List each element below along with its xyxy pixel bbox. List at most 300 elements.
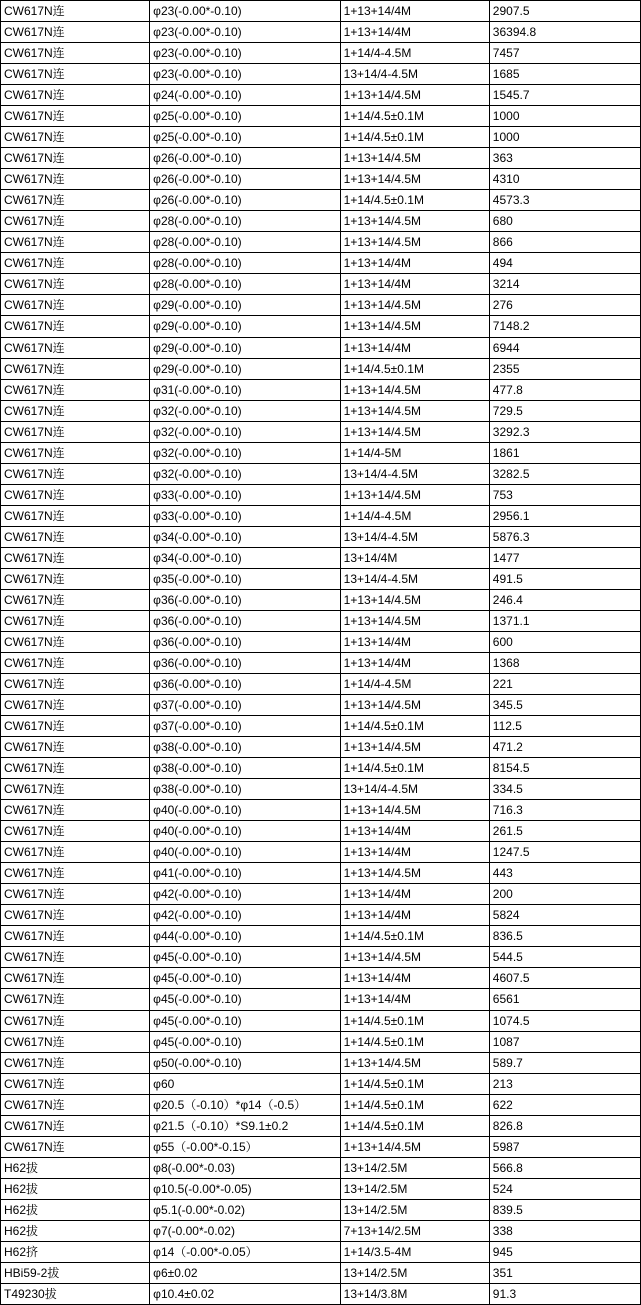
length-cell[interactable]: 1+14/4.5±0.1M — [340, 1115, 489, 1136]
specification-cell[interactable]: φ23(-0.00*-0.10) — [150, 43, 340, 64]
specification-cell[interactable]: φ33(-0.00*-0.10) — [150, 484, 340, 505]
material-cell[interactable]: CW617N连 — [1, 547, 150, 568]
material-cell[interactable]: CW617N连 — [1, 631, 150, 652]
weight-cell[interactable]: 3214 — [489, 274, 640, 295]
length-cell[interactable]: 1+13+14/4.5M — [340, 947, 489, 968]
table-row — [1, 421, 641, 442]
weight-cell[interactable]: 351 — [489, 1262, 640, 1283]
weight-cell[interactable]: 5824 — [489, 905, 640, 926]
length-cell[interactable]: 1+13+14/4.5M — [340, 800, 489, 821]
specification-cell[interactable]: φ38(-0.00*-0.10) — [150, 758, 340, 779]
length-cell[interactable]: 1+13+14/4.5M — [340, 695, 489, 716]
length-cell[interactable]: 1+13+14/4M — [340, 274, 489, 295]
length-cell[interactable]: 1+14/4.5±0.1M — [340, 758, 489, 779]
table-row — [1, 1052, 641, 1073]
weight-cell[interactable]: 836.5 — [489, 926, 640, 947]
material-cell[interactable]: CW617N连 — [1, 463, 150, 484]
weight-cell[interactable]: 1861 — [489, 442, 640, 463]
table-row — [1, 1241, 641, 1262]
specification-cell[interactable]: φ10.4±0.02 — [150, 1283, 340, 1304]
specification-cell[interactable]: φ50(-0.00*-0.10) — [150, 1052, 340, 1073]
table-row — [1, 821, 641, 842]
table-row — [1, 589, 641, 610]
weight-cell[interactable]: 2956.1 — [489, 505, 640, 526]
length-cell[interactable]: 1+13+14/4.5M — [340, 610, 489, 631]
length-cell[interactable]: 1+13+14/4M — [340, 253, 489, 274]
length-cell[interactable]: 13+14/4-4.5M — [340, 568, 489, 589]
length-cell[interactable]: 1+14/4-5M — [340, 442, 489, 463]
length-cell[interactable]: 1+13+14/4.5M — [340, 1136, 489, 1157]
weight-cell[interactable]: 622 — [489, 1094, 640, 1115]
table-row — [1, 442, 641, 463]
weight-cell[interactable]: 1000 — [489, 106, 640, 127]
material-cell[interactable]: T49230拔 — [1, 1283, 150, 1304]
weight-cell[interactable]: 91.3 — [489, 1283, 640, 1304]
weight-cell[interactable]: 8154.5 — [489, 758, 640, 779]
specification-cell[interactable]: φ60 — [150, 1073, 340, 1094]
specification-cell[interactable]: φ36(-0.00*-0.10) — [150, 652, 340, 673]
table-row — [1, 148, 641, 169]
length-cell[interactable]: 1+13+14/4.5M — [340, 484, 489, 505]
weight-cell[interactable]: 443 — [489, 863, 640, 884]
weight-cell[interactable]: 491.5 — [489, 568, 640, 589]
table-row — [1, 674, 641, 695]
weight-cell[interactable]: 7457 — [489, 43, 640, 64]
material-cell[interactable]: CW617N连 — [1, 652, 150, 673]
length-cell[interactable]: 1+13+14/4.5M — [340, 232, 489, 253]
weight-cell[interactable]: 7148.2 — [489, 316, 640, 337]
weight-cell[interactable]: 5876.3 — [489, 526, 640, 547]
specification-cell[interactable]: φ5.1(-0.00*-0.02) — [150, 1199, 340, 1220]
material-cell[interactable]: CW617N连 — [1, 989, 150, 1010]
length-cell[interactable]: 1+13+14/4M — [340, 989, 489, 1010]
length-cell[interactable]: 13+14/3.8M — [340, 1283, 489, 1304]
material-cell[interactable]: CW617N连 — [1, 526, 150, 547]
length-cell[interactable]: 1+13+14/4.5M — [340, 85, 489, 106]
material-cell[interactable]: HBi59-2拔 — [1, 1262, 150, 1283]
length-cell[interactable]: 1+14/4.5±0.1M — [340, 127, 489, 148]
specification-cell[interactable]: φ6±0.02 — [150, 1262, 340, 1283]
material-cell[interactable]: CW617N连 — [1, 968, 150, 989]
table-row — [1, 758, 641, 779]
specification-cell[interactable]: φ28(-0.00*-0.10) — [150, 211, 340, 232]
material-cell[interactable]: CW617N连 — [1, 1010, 150, 1031]
weight-cell[interactable]: 1685 — [489, 64, 640, 85]
table-row — [1, 43, 641, 64]
table-row — [1, 400, 641, 421]
table-row — [1, 905, 641, 926]
material-cell[interactable]: CW617N连 — [1, 1094, 150, 1115]
weight-cell[interactable]: 3282.5 — [489, 463, 640, 484]
material-cell[interactable]: CW617N连 — [1, 926, 150, 947]
specification-cell[interactable]: φ34(-0.00*-0.10) — [150, 547, 340, 568]
table-row — [1, 379, 641, 400]
material-cell[interactable]: CW617N连 — [1, 85, 150, 106]
weight-cell[interactable]: 36394.8 — [489, 22, 640, 43]
length-cell[interactable]: 1+13+14/4.5M — [340, 295, 489, 316]
length-cell[interactable]: 1+13+14/4.5M — [340, 589, 489, 610]
specification-cell[interactable]: φ32(-0.00*-0.10) — [150, 463, 340, 484]
material-cell[interactable]: CW617N连 — [1, 253, 150, 274]
specification-cell[interactable]: φ29(-0.00*-0.10) — [150, 358, 340, 379]
table-row — [1, 358, 641, 379]
table-row — [1, 232, 641, 253]
table-row — [1, 1220, 641, 1241]
specification-cell[interactable]: φ45(-0.00*-0.10) — [150, 947, 340, 968]
specification-cell[interactable]: φ14（-0.00*-0.05） — [150, 1241, 340, 1262]
table-row — [1, 926, 641, 947]
specification-cell[interactable]: φ42(-0.00*-0.10) — [150, 905, 340, 926]
weight-cell[interactable]: 524 — [489, 1178, 640, 1199]
specification-cell[interactable]: φ45(-0.00*-0.10) — [150, 968, 340, 989]
material-cell[interactable]: CW617N连 — [1, 589, 150, 610]
weight-cell[interactable]: 1000 — [489, 127, 640, 148]
specification-cell[interactable]: φ26(-0.00*-0.10) — [150, 169, 340, 190]
material-cell[interactable]: CW617N连 — [1, 779, 150, 800]
material-cell[interactable]: CW617N连 — [1, 316, 150, 337]
material-cell[interactable]: CW617N连 — [1, 737, 150, 758]
length-cell[interactable]: 1+14/3.5-4M — [340, 1241, 489, 1262]
weight-cell[interactable]: 716.3 — [489, 800, 640, 821]
material-cell[interactable]: CW617N连 — [1, 568, 150, 589]
material-cell[interactable]: CW617N连 — [1, 505, 150, 526]
length-cell[interactable]: 1+14/4.5±0.1M — [340, 926, 489, 947]
weight-cell[interactable]: 261.5 — [489, 821, 640, 842]
weight-cell[interactable]: 477.8 — [489, 379, 640, 400]
specification-cell[interactable]: φ29(-0.00*-0.10) — [150, 337, 340, 358]
length-cell[interactable]: 1+13+14/4.5M — [340, 379, 489, 400]
specification-cell[interactable]: φ55（-0.00*-0.15） — [150, 1136, 340, 1157]
length-cell[interactable]: 1+14/4.5±0.1M — [340, 716, 489, 737]
weight-cell[interactable]: 345.5 — [489, 695, 640, 716]
weight-cell[interactable]: 826.8 — [489, 1115, 640, 1136]
specification-cell[interactable]: φ45(-0.00*-0.10) — [150, 1031, 340, 1052]
material-cell[interactable]: CW617N连 — [1, 1073, 150, 1094]
weight-cell[interactable]: 729.5 — [489, 400, 640, 421]
specification-cell[interactable]: φ7(-0.00*-0.02) — [150, 1220, 340, 1241]
material-cell[interactable]: CW617N连 — [1, 1, 150, 22]
table-row — [1, 779, 641, 800]
table-row — [1, 842, 641, 863]
length-cell[interactable]: 1+13+14/4M — [340, 968, 489, 989]
length-cell[interactable]: 1+14/4.5±0.1M — [340, 190, 489, 211]
material-cell[interactable]: CW617N连 — [1, 1031, 150, 1052]
table-row — [1, 1136, 641, 1157]
specification-cell[interactable]: φ40(-0.00*-0.10) — [150, 800, 340, 821]
material-cell[interactable]: CW617N连 — [1, 884, 150, 905]
material-cell[interactable]: CW617N连 — [1, 695, 150, 716]
length-cell[interactable]: 1+14/4.5±0.1M — [340, 1010, 489, 1031]
material-cell[interactable]: CW617N连 — [1, 905, 150, 926]
specification-cell[interactable]: φ32(-0.00*-0.10) — [150, 400, 340, 421]
length-cell[interactable]: 13+14/4M — [340, 547, 489, 568]
table-row — [1, 253, 641, 274]
material-cell[interactable]: CW617N连 — [1, 232, 150, 253]
weight-cell[interactable]: 839.5 — [489, 1199, 640, 1220]
material-cell[interactable]: CW617N连 — [1, 421, 150, 442]
length-cell[interactable]: 13+14/4-4.5M — [340, 526, 489, 547]
weight-cell[interactable]: 1477 — [489, 547, 640, 568]
table-row — [1, 737, 641, 758]
material-cell[interactable]: CW617N连 — [1, 610, 150, 631]
table-row — [1, 1073, 641, 1094]
weight-cell[interactable]: 494 — [489, 253, 640, 274]
table-body — [1, 1, 641, 1305]
specification-cell[interactable]: φ41(-0.00*-0.10) — [150, 863, 340, 884]
specification-cell[interactable]: φ28(-0.00*-0.10) — [150, 274, 340, 295]
weight-cell[interactable]: 334.5 — [489, 779, 640, 800]
table-row — [1, 800, 641, 821]
material-cell[interactable]: H62拔 — [1, 1157, 150, 1178]
length-cell[interactable]: 1+13+14/4.5M — [340, 211, 489, 232]
weight-cell[interactable]: 866 — [489, 232, 640, 253]
length-cell[interactable]: 1+13+14/4.5M — [340, 316, 489, 337]
weight-cell[interactable]: 6944 — [489, 337, 640, 358]
length-cell[interactable]: 1+13+14/4.5M — [340, 863, 489, 884]
weight-cell[interactable]: 945 — [489, 1241, 640, 1262]
table-row — [1, 1115, 641, 1136]
material-cell[interactable]: CW617N连 — [1, 22, 150, 43]
length-cell[interactable]: 13+14/2.5M — [340, 1199, 489, 1220]
specification-cell[interactable]: φ36(-0.00*-0.10) — [150, 631, 340, 652]
specification-cell[interactable]: φ10.5(-0.00*-0.05) — [150, 1178, 340, 1199]
weight-cell[interactable]: 6561 — [489, 989, 640, 1010]
length-cell[interactable]: 1+13+14/4.5M — [340, 148, 489, 169]
length-cell[interactable]: 13+14/4-4.5M — [340, 779, 489, 800]
length-cell[interactable]: 1+13+14/4M — [340, 652, 489, 673]
length-cell[interactable]: 1+13+14/4M — [340, 631, 489, 652]
table-row — [1, 1, 641, 22]
weight-cell[interactable]: 221 — [489, 674, 640, 695]
length-cell[interactable]: 1+14/4.5±0.1M — [340, 1094, 489, 1115]
material-cell[interactable]: H62拔 — [1, 1178, 150, 1199]
material-cell[interactable]: CW617N连 — [1, 716, 150, 737]
weight-cell[interactable]: 753 — [489, 484, 640, 505]
table-row — [1, 190, 641, 211]
material-cell[interactable]: CW617N连 — [1, 64, 150, 85]
length-cell[interactable]: 1+13+14/4.5M — [340, 1052, 489, 1073]
specification-cell[interactable]: φ32(-0.00*-0.10) — [150, 442, 340, 463]
material-cell[interactable]: CW617N连 — [1, 947, 150, 968]
weight-cell[interactable]: 5987 — [489, 1136, 640, 1157]
length-cell[interactable]: 1+13+14/4M — [340, 884, 489, 905]
specification-cell[interactable]: φ40(-0.00*-0.10) — [150, 821, 340, 842]
length-cell[interactable]: 1+14/4-4.5M — [340, 43, 489, 64]
material-cell[interactable]: CW617N连 — [1, 190, 150, 211]
specification-cell[interactable]: φ37(-0.00*-0.10) — [150, 716, 340, 737]
material-cell[interactable]: CW617N连 — [1, 863, 150, 884]
table-row — [1, 716, 641, 737]
specification-cell[interactable]: φ23(-0.00*-0.10) — [150, 22, 340, 43]
weight-cell[interactable]: 276 — [489, 295, 640, 316]
length-cell[interactable]: 7+13+14/2.5M — [340, 1220, 489, 1241]
table-row — [1, 610, 641, 631]
material-cell[interactable]: CW617N连 — [1, 43, 150, 64]
weight-cell[interactable]: 566.8 — [489, 1157, 640, 1178]
length-cell[interactable]: 13+14/2.5M — [340, 1178, 489, 1199]
specification-cell[interactable]: φ38(-0.00*-0.10) — [150, 737, 340, 758]
weight-cell[interactable]: 589.7 — [489, 1052, 640, 1073]
weight-cell[interactable]: 363 — [489, 148, 640, 169]
weight-cell[interactable]: 200 — [489, 884, 640, 905]
weight-cell[interactable]: 544.5 — [489, 947, 640, 968]
length-cell[interactable]: 1+13+14/4M — [340, 905, 489, 926]
specification-cell[interactable]: φ31(-0.00*-0.10) — [150, 379, 340, 400]
table-row — [1, 989, 641, 1010]
length-cell[interactable]: 1+14/4.5±0.1M — [340, 1073, 489, 1094]
length-cell[interactable]: 1+13+14/4M — [340, 22, 489, 43]
material-cell[interactable]: CW617N连 — [1, 800, 150, 821]
specification-cell[interactable]: φ21.5（-0.10）*S9.1±0.2 — [150, 1115, 340, 1136]
material-cell[interactable]: CW617N连 — [1, 400, 150, 421]
weight-cell[interactable]: 471.2 — [489, 737, 640, 758]
specification-cell[interactable]: φ25(-0.00*-0.10) — [150, 127, 340, 148]
specification-cell[interactable]: φ44(-0.00*-0.10) — [150, 926, 340, 947]
material-cell[interactable]: CW617N连 — [1, 127, 150, 148]
length-cell[interactable]: 1+14/4.5±0.1M — [340, 358, 489, 379]
length-cell[interactable]: 1+13+14/4M — [340, 1, 489, 22]
specification-cell[interactable]: φ34(-0.00*-0.10) — [150, 526, 340, 547]
weight-cell[interactable]: 600 — [489, 631, 640, 652]
specification-cell[interactable]: φ28(-0.00*-0.10) — [150, 253, 340, 274]
weight-cell[interactable]: 4310 — [489, 169, 640, 190]
material-cell[interactable]: CW617N连 — [1, 106, 150, 127]
specification-cell[interactable]: φ8(-0.00*-0.03) — [150, 1157, 340, 1178]
table-row — [1, 695, 641, 716]
material-cell[interactable]: CW617N连 — [1, 274, 150, 295]
table-row — [1, 884, 641, 905]
length-cell[interactable]: 1+13+14/4M — [340, 337, 489, 358]
length-cell[interactable]: 13+14/2.5M — [340, 1157, 489, 1178]
material-cell[interactable]: CW617N连 — [1, 211, 150, 232]
weight-cell[interactable]: 2907.5 — [489, 1, 640, 22]
specification-cell[interactable]: φ25(-0.00*-0.10) — [150, 106, 340, 127]
weight-cell[interactable]: 1074.5 — [489, 1010, 640, 1031]
table-row — [1, 22, 641, 43]
material-cell[interactable]: CW617N连 — [1, 842, 150, 863]
table-row — [1, 1010, 641, 1031]
table-row — [1, 568, 641, 589]
weight-cell[interactable]: 1247.5 — [489, 842, 640, 863]
weight-cell[interactable]: 3292.3 — [489, 421, 640, 442]
material-cell[interactable]: CW617N连 — [1, 674, 150, 695]
specification-cell[interactable]: φ33(-0.00*-0.10) — [150, 505, 340, 526]
table-row — [1, 631, 641, 652]
specification-cell[interactable]: φ36(-0.00*-0.10) — [150, 589, 340, 610]
specification-cell[interactable]: φ37(-0.00*-0.10) — [150, 695, 340, 716]
specification-cell[interactable]: φ36(-0.00*-0.10) — [150, 610, 340, 631]
material-cell[interactable]: CW617N连 — [1, 379, 150, 400]
specification-cell[interactable]: φ38(-0.00*-0.10) — [150, 779, 340, 800]
weight-cell[interactable]: 112.5 — [489, 716, 640, 737]
specification-cell[interactable]: φ36(-0.00*-0.10) — [150, 674, 340, 695]
table-row — [1, 463, 641, 484]
table-row — [1, 106, 641, 127]
weight-cell[interactable]: 213 — [489, 1073, 640, 1094]
material-cell[interactable]: H62拔 — [1, 1220, 150, 1241]
weight-cell[interactable]: 1087 — [489, 1031, 640, 1052]
table-row — [1, 968, 641, 989]
length-cell[interactable]: 1+13+14/4.5M — [340, 421, 489, 442]
length-cell[interactable]: 1+14/4.5±0.1M — [340, 1031, 489, 1052]
material-cell[interactable]: CW617N连 — [1, 337, 150, 358]
length-cell[interactable]: 1+14/4.5±0.1M — [340, 106, 489, 127]
table-row — [1, 211, 641, 232]
weight-cell[interactable]: 338 — [489, 1220, 640, 1241]
specification-cell[interactable]: φ35(-0.00*-0.10) — [150, 568, 340, 589]
table-row — [1, 1157, 641, 1178]
material-cell[interactable]: CW617N连 — [1, 442, 150, 463]
weight-cell[interactable]: 4573.3 — [489, 190, 640, 211]
material-cell[interactable]: CW617N连 — [1, 169, 150, 190]
material-cell[interactable]: CW617N连 — [1, 295, 150, 316]
material-cell[interactable]: CW617N连 — [1, 758, 150, 779]
length-cell[interactable]: 13+14/4-4.5M — [340, 463, 489, 484]
specification-cell[interactable]: φ42(-0.00*-0.10) — [150, 884, 340, 905]
material-cell[interactable]: CW617N连 — [1, 1115, 150, 1136]
length-cell[interactable]: 1+13+14/4.5M — [340, 169, 489, 190]
length-cell[interactable]: 1+13+14/4.5M — [340, 400, 489, 421]
table-row — [1, 1262, 641, 1283]
table-row — [1, 1199, 641, 1220]
weight-cell[interactable]: 1368 — [489, 652, 640, 673]
length-cell[interactable]: 1+13+14/4.5M — [340, 737, 489, 758]
table-row — [1, 295, 641, 316]
table-row — [1, 1283, 641, 1304]
table-row — [1, 1094, 641, 1115]
specification-cell[interactable]: φ28(-0.00*-0.10) — [150, 232, 340, 253]
length-cell[interactable]: 1+14/4-4.5M — [340, 674, 489, 695]
specification-cell[interactable]: φ45(-0.00*-0.10) — [150, 1010, 340, 1031]
specification-cell[interactable]: φ26(-0.00*-0.10) — [150, 190, 340, 211]
specification-cell[interactable]: φ32(-0.00*-0.10) — [150, 421, 340, 442]
table-row — [1, 274, 641, 295]
length-cell[interactable]: 1+13+14/4M — [340, 821, 489, 842]
specification-cell[interactable]: φ40(-0.00*-0.10) — [150, 842, 340, 863]
specification-cell[interactable]: φ23(-0.00*-0.10) — [150, 1, 340, 22]
specification-cell[interactable]: φ26(-0.00*-0.10) — [150, 148, 340, 169]
weight-cell[interactable]: 680 — [489, 211, 640, 232]
table-row — [1, 547, 641, 568]
weight-cell[interactable]: 4607.5 — [489, 968, 640, 989]
specification-cell[interactable]: φ45(-0.00*-0.10) — [150, 989, 340, 1010]
length-cell[interactable]: 13+14/4-4.5M — [340, 64, 489, 85]
weight-cell[interactable]: 1545.7 — [489, 85, 640, 106]
specification-cell[interactable]: φ29(-0.00*-0.10) — [150, 316, 340, 337]
length-cell[interactable]: 13+14/2.5M — [340, 1262, 489, 1283]
material-cell[interactable]: H62拔 — [1, 1199, 150, 1220]
weight-cell[interactable]: 1371.1 — [489, 610, 640, 631]
material-cell[interactable]: CW617N连 — [1, 1136, 150, 1157]
table-row — [1, 1031, 641, 1052]
length-cell[interactable]: 1+13+14/4M — [340, 842, 489, 863]
specification-cell[interactable]: φ24(-0.00*-0.10) — [150, 85, 340, 106]
length-cell[interactable]: 1+14/4-4.5M — [340, 505, 489, 526]
material-cell[interactable]: CW617N连 — [1, 484, 150, 505]
material-cell[interactable]: H62挤 — [1, 1241, 150, 1262]
table-row — [1, 652, 641, 673]
material-cell[interactable]: CW617N连 — [1, 1052, 150, 1073]
material-cell[interactable]: CW617N连 — [1, 821, 150, 842]
specification-cell[interactable]: φ23(-0.00*-0.10) — [150, 64, 340, 85]
weight-cell[interactable]: 246.4 — [489, 589, 640, 610]
material-cell[interactable]: CW617N连 — [1, 358, 150, 379]
material-cell[interactable]: CW617N连 — [1, 148, 150, 169]
specification-cell[interactable]: φ29(-0.00*-0.10) — [150, 295, 340, 316]
specification-cell[interactable]: φ20.5（-0.10）*φ14（-0.5） — [150, 1094, 340, 1115]
weight-cell[interactable]: 2355 — [489, 358, 640, 379]
table-row — [1, 64, 641, 85]
